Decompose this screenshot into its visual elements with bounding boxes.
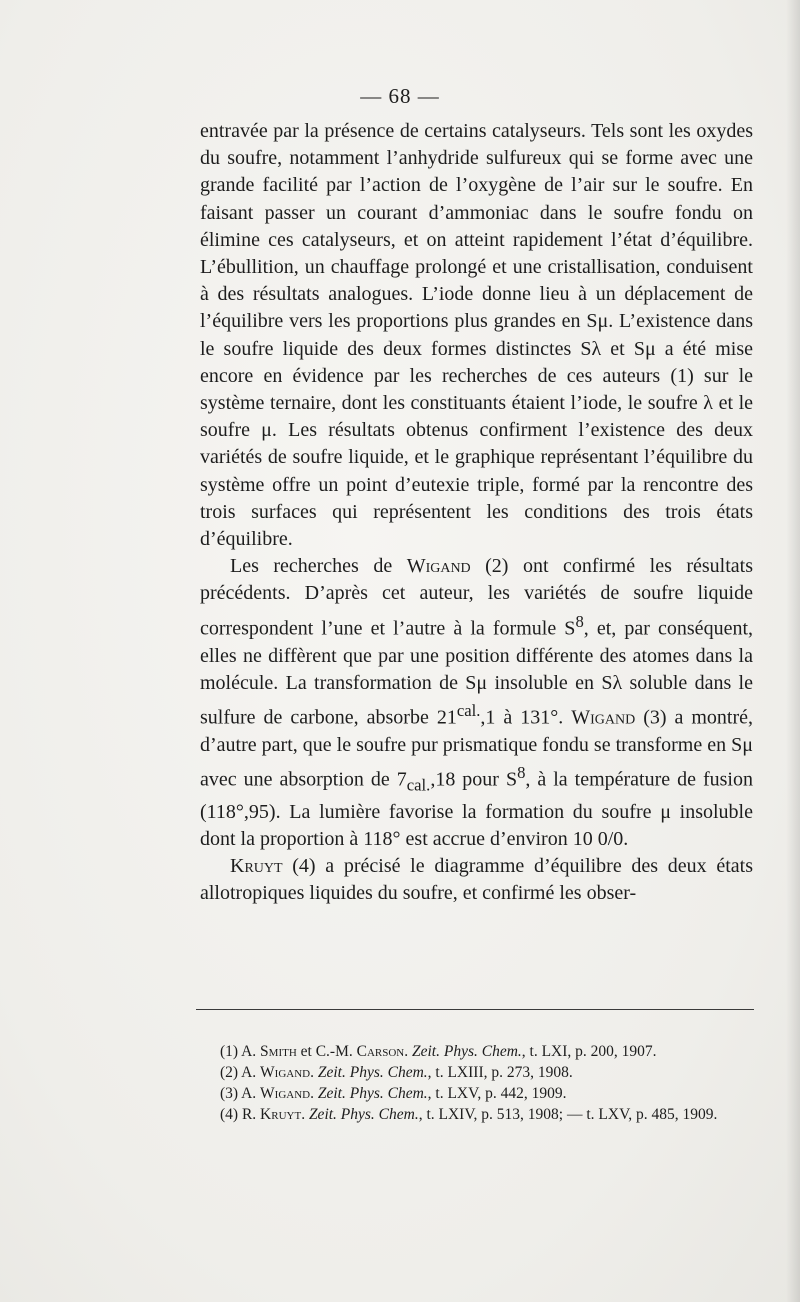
author-name: Smith xyxy=(260,1043,297,1060)
text-run: (4) a précisé le diagramme d’équilibre des deux états allotropiques liquides du soufre, et confirmé les obser- xyxy=(200,855,753,905)
author-name: Carson xyxy=(356,1043,405,1060)
formula-index: cal. xyxy=(456,700,481,720)
text-run: Les recherches de xyxy=(230,555,407,578)
formula-index: 8 xyxy=(517,762,526,782)
text-run: , t. LXI, p. 200, 1907. xyxy=(521,1043,657,1060)
page-number: — 68 — xyxy=(360,84,440,108)
author-name: Wigand xyxy=(260,1064,311,1081)
footnotes xyxy=(196,1041,756,1125)
text-run: . xyxy=(310,1064,318,1081)
journal-title: Zeit. Phys. Chem. xyxy=(317,1085,428,1102)
text-run: (4) R. xyxy=(220,1106,261,1123)
text-run: . xyxy=(404,1043,412,1060)
paragraph-kruyt xyxy=(200,853,753,907)
paragraph-wigand xyxy=(200,553,753,853)
footnote-3 xyxy=(196,1083,756,1104)
text-run: entravée par la présence de certains catalyseurs. Tels sont les oxydes du soufre, notamment l’anhydride sulfureux qui se forme avec une grande facilité par l’action de l’oxygène de l’air sur le soufre. En faisant passer un courant d’ammoniac dans le soufre fondu on élimine ces catalyseurs, et on atteint rapidement l’état d’équilibre. L’ébullition, un chauffage prolongé et une cristallisation, conduisent à des résultats analogues. L’iode donne lieu à un déplacement de l’équilibre vers les proportions plus grandes en Sμ. L’existence dans le soufre liquide des deux formes distinctes Sλ et Sμ a été mise encore en évidence par les recherches de ces auteurs (1) sur le système ternaire, dont les constituants étaient l’iode, le soufre λ et le soufre μ. Les résultats obtenus confirment l’existence des deux variétés de soufre liquide, et le graphique représentant l’équilibre du système offre un point d’eutexie triple, formé par la rencontre des trois surfaces qui représentent les conditions des trois états d’équilibre. xyxy=(200,120,753,551)
text-run: . xyxy=(310,1085,318,1102)
author-name: Kruyt xyxy=(230,855,283,878)
journal-title: Zeit. Phys. Chem. xyxy=(412,1043,522,1060)
footnote-1 xyxy=(196,1041,756,1062)
author-name: Wigand xyxy=(260,1085,311,1102)
text-run: , et, par conséquent, elles ne diffèrent que par une position différente des atomes dans la molécule. La transformation de Sμ insoluble en Sλ soluble dans le sulfure de carbone, absorbe 21 xyxy=(200,617,753,729)
text-run: ,18 pour S xyxy=(430,768,518,791)
text-run: et C.-M. xyxy=(296,1043,357,1060)
footnote-2 xyxy=(196,1062,756,1083)
formula-index: 8 xyxy=(575,611,584,631)
text-run: , à la température de fusion (118°,95). La lumière favorise la formation du soufre μ insoluble dont la proportion à 118° est accrue d’environ 10 0/0. xyxy=(200,768,753,851)
text-run: . xyxy=(301,1106,309,1123)
text-run: (3) A. xyxy=(220,1085,261,1102)
journal-title: Zeit. Phys. Chem. xyxy=(317,1064,428,1081)
body-text xyxy=(200,118,753,908)
text-run: (3) a montré, d’autre part, que le soufre pur prismatique fondu se transforme en Sμ avec une absorption de 7 xyxy=(200,706,754,791)
paragraph-catalyseurs xyxy=(200,118,753,553)
text-run: , t. LXIII, p. 273, 1908. xyxy=(427,1064,573,1081)
author-name: Wigand xyxy=(406,555,471,578)
text-run: (2) ont confirmé les résultats précédents. D’après cet auteur, les variétés de soufre liquide correspondent l’une et l’autre à la formule S xyxy=(200,555,753,640)
text-run: (2) A. xyxy=(220,1064,261,1081)
text-run: , t. LXV, p. 442, 1909. xyxy=(427,1085,567,1102)
page-edge-shadow xyxy=(786,0,800,1302)
author-name: Kruyt xyxy=(260,1106,302,1123)
footnote-4 xyxy=(196,1104,756,1125)
text-run: , t. LXIV, p. 513, 1908; — t. LXV, p. 485, 1909. xyxy=(418,1106,718,1123)
text-run: ,1 à 131°. xyxy=(480,706,572,729)
author-name: Wigand xyxy=(571,706,636,729)
formula-index: cal. xyxy=(406,775,431,795)
text-run: (1) A. xyxy=(220,1043,261,1060)
footnote-divider xyxy=(196,1009,754,1010)
journal-title: Zeit. Phys. Chem. xyxy=(308,1106,419,1123)
